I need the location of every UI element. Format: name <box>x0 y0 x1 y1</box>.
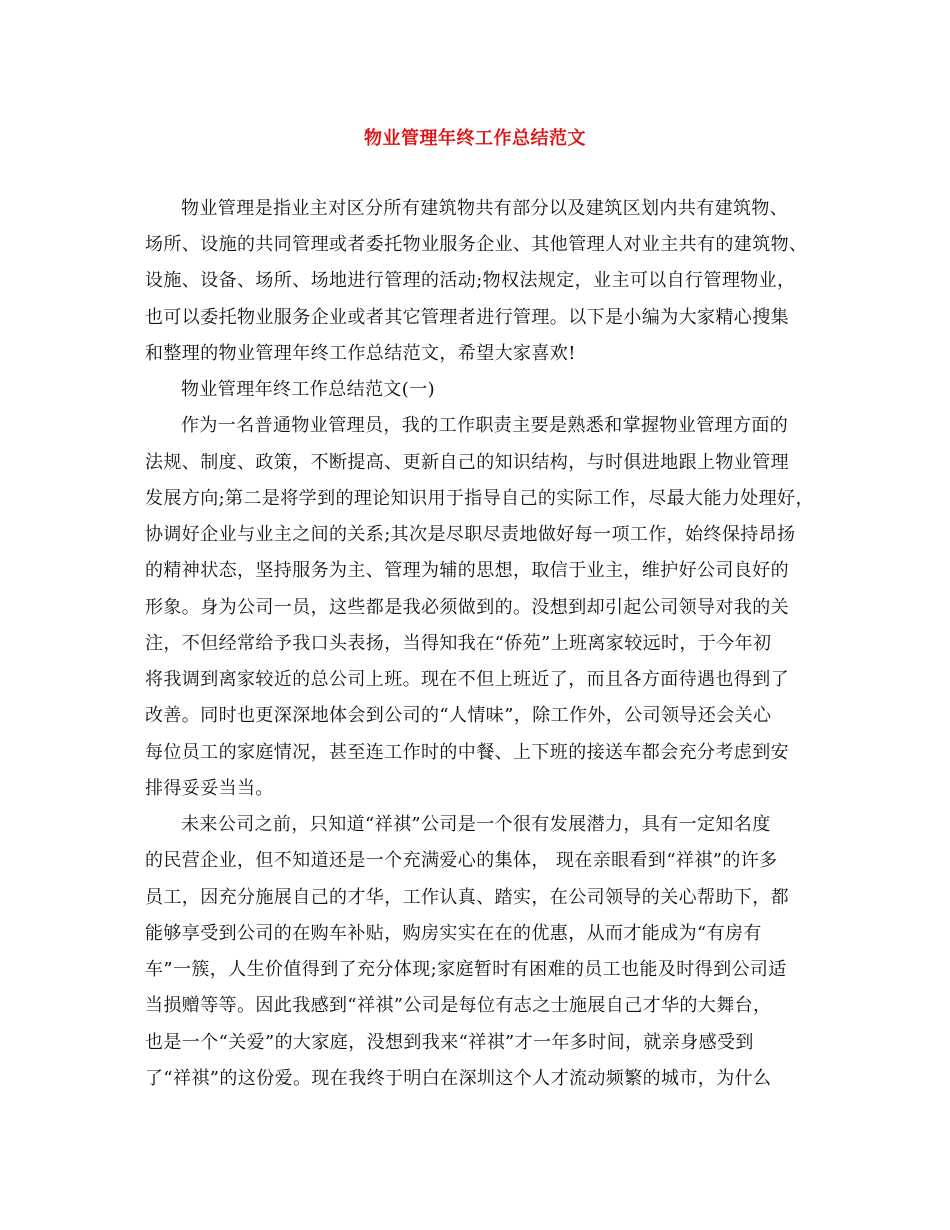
paragraph-line: 每位员工的家庭情况，甚至连工作时的中餐、上下班的接送车都会充分考虑到安 <box>145 742 789 763</box>
paragraph-line: 排得妥妥当当。 <box>145 778 274 799</box>
paragraph-line: 未来公司之前，只知道“祥祺”公司是一个很有发展潜力，具有一定知名度 <box>181 814 771 835</box>
paragraph-line: 车”一簇，人生价值得到了充分体现;家庭暂时有困难的员工也能及时得到公司适 <box>145 959 787 980</box>
paragraph-line: 协调好企业与业主之间的关系;其次是尽职尽责地做好每一项工作，始终保持昂扬 <box>145 524 796 545</box>
paragraph-line: 发展方向;第二是将学到的理论知识用于指导自己的实际工作，尽最大能力处理好， <box>145 488 814 509</box>
paragraph-line: 能够享受到公司的在购车补贴，购房实实在在的优惠，从而才能成为“有房有 <box>145 923 762 944</box>
paragraph-line: 形象。身为公司一员，这些都是我必须做到的。没想到却引起公司领导对我的关 <box>145 597 789 618</box>
paragraph-line: 将我调到离家较近的总公司上班。现在不但上班近了，而且各方面待遇也得到了 <box>145 669 789 690</box>
paragraph-line: 物业管理年终工作总结范文(一) <box>181 379 436 400</box>
paragraph-line: 改善。同时也更深深地体会到公司的“人情味”，除工作外，公司领导还会关心 <box>145 705 772 726</box>
paragraph-line: 法规、制度、政策，不断提高、更新自己的知识结构，与时俱进地跟上物业管理 <box>145 452 789 473</box>
paragraph-line: 了“祥祺”的这份爱。现在我终于明白在深圳这个人才流动频繁的城市，为什么 <box>145 1068 772 1089</box>
paragraph-line: 设施、设备、场所、场地进行管理的活动;物权法规定，业主可以自行管理物业， <box>145 270 796 291</box>
paragraph-line: 和整理的物业管理年终工作总结范文，希望大家喜欢! <box>145 343 576 364</box>
paragraph-line: 场所、设施的共同管理或者委托物业服务企业、其他管理人对业主共有的建筑物、 <box>145 234 808 255</box>
paragraph-line: 作为一名普通物业管理员，我的工作职责主要是熟悉和掌握物业管理方面的 <box>181 415 789 436</box>
paragraph-line: 当损赠等等。因此我感到“祥祺”公司是每位有志之士施展自己才华的大舞台， <box>145 995 772 1016</box>
paragraph-line: 员工，因充分施展自己的才华，工作认真、踏实，在公司领导的关心帮助下，都 <box>145 887 789 908</box>
paragraph-line: 注，不但经常给予我口头表扬，当得知我在“侨苑”上班离家较远时，于今年初 <box>145 633 772 654</box>
paragraph-line: 也是一个“关爱”的大家庭，没想到我来“祥祺”才一年多时间，就亲身感受到 <box>145 1032 754 1053</box>
paragraph-line: 物业管理是指业主对区分所有建筑物共有部分以及建筑区划内共有建筑物、 <box>181 198 789 219</box>
paragraph-line: 也可以委托物业服务企业或者其它管理者进行管理。以下是小编为大家精心搜集 <box>145 307 789 328</box>
paragraph-line: 的民营企业，但不知道还是一个充满爱心的集体， 现在亲眼看到“祥祺”的许多 <box>145 850 778 871</box>
document-title: 物业管理年终工作总结范文 <box>364 128 586 149</box>
paragraph-line: 的精神状态，坚持服务为主、管理为辅的思想，取信于业主，维护好公司良好的 <box>145 560 789 581</box>
